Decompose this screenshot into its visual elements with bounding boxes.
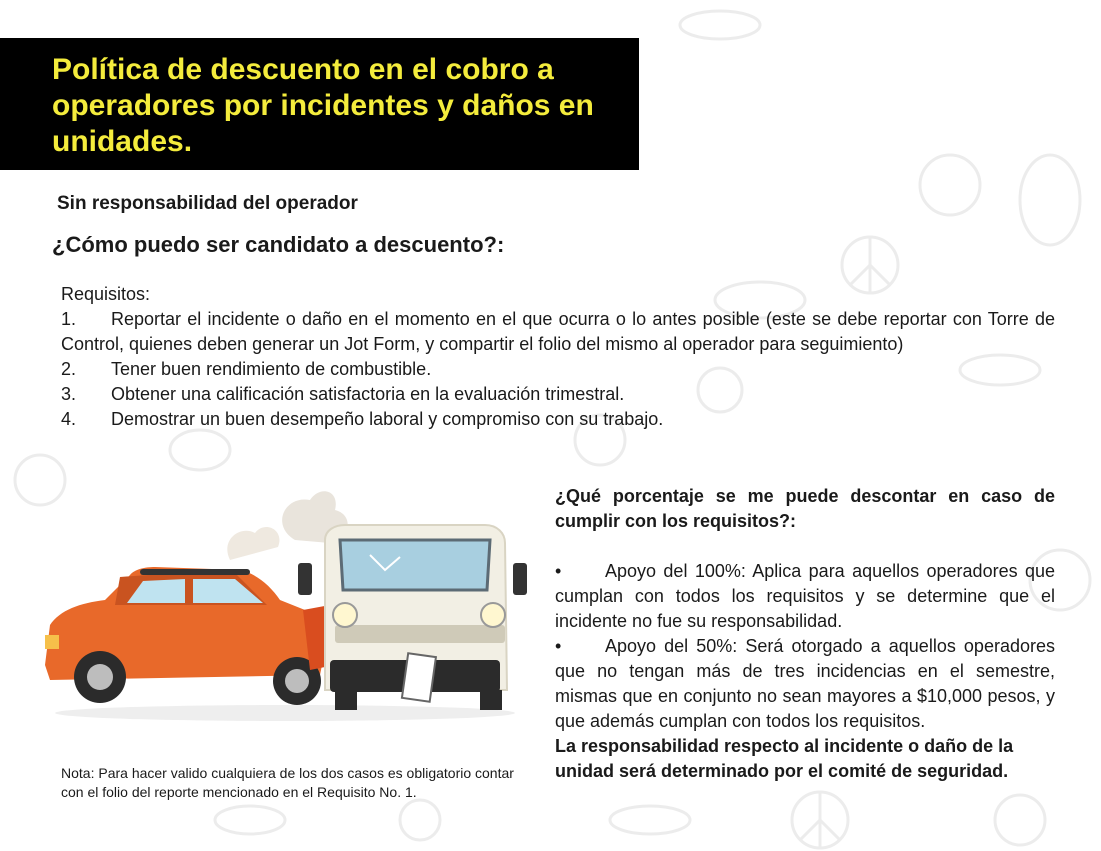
footnote: Nota: Para hacer valido cualquiera de los dos casos es obligatorio contar con el folio del reporte mencionado en el Requisito No. 1.	[61, 765, 514, 800]
bullet-marker: •	[555, 636, 562, 656]
discount-bullet	[555, 634, 1055, 734]
discount-section	[555, 484, 1055, 784]
bullet-text: Apoyo del 100%: Aplica para aquellos operadores que cumplan con todos los requisitos y se determine que el incidente no fue su responsabilidad.	[555, 561, 1055, 631]
discount-question: ¿Qué porcentaje se me puede descontar en caso de cumplir con los requisitos?:	[555, 486, 1055, 531]
responsibility-statement: La responsabilidad respecto al incidente o daño de la unidad será determinado por el comité de seguridad.	[555, 736, 1014, 781]
requirement-item	[61, 382, 1055, 407]
requirement-text: Tener buen rendimiento de combustible.	[111, 359, 432, 379]
requirement-item	[61, 307, 1055, 357]
bullet-marker: •	[555, 561, 562, 581]
requirement-number: 2.	[61, 359, 77, 379]
requirement-number: 4.	[61, 409, 77, 429]
requirement-text: Obtener una calificación satisfactoria en la evaluación trimestral.	[111, 384, 625, 404]
car-crash-illustration	[35, 485, 535, 725]
section-subtitle: Sin responsabilidad del operador	[57, 193, 358, 214]
discount-bullet	[555, 559, 1055, 634]
requirement-text: Reportar el incidente o daño en el momento en el que ocurra o lo antes posible (este se debe reportar con Torre de Control, quienes deben generar un Jot Form, y compartir el folio del mismo al operador para seguimiento)	[61, 309, 1055, 354]
bullet-text: Apoyo del 50%: Será otorgado a aquellos operadores que no tengan más de tres incidencias en el semestre, mismas que en conjunto no sean mayores a $10,000 pesos, y que además cumplan con todos los requisitos.	[555, 636, 1055, 731]
requirement-item	[61, 407, 1055, 432]
requirements-label: Requisitos:	[61, 284, 151, 304]
requirement-text: Demostrar un buen desempeño laboral y compromiso con su trabajo.	[111, 409, 664, 429]
page-title: Política de descuento en el cobro a operadores por incidentes y daños en unidades.	[52, 53, 594, 158]
candidate-question: ¿Cómo puedo ser candidato a descuento?:	[52, 232, 505, 257]
requirement-item	[61, 357, 1055, 382]
requirement-number: 1.	[61, 309, 77, 329]
requirement-number: 3.	[61, 384, 77, 404]
requirements-list	[61, 282, 1055, 432]
